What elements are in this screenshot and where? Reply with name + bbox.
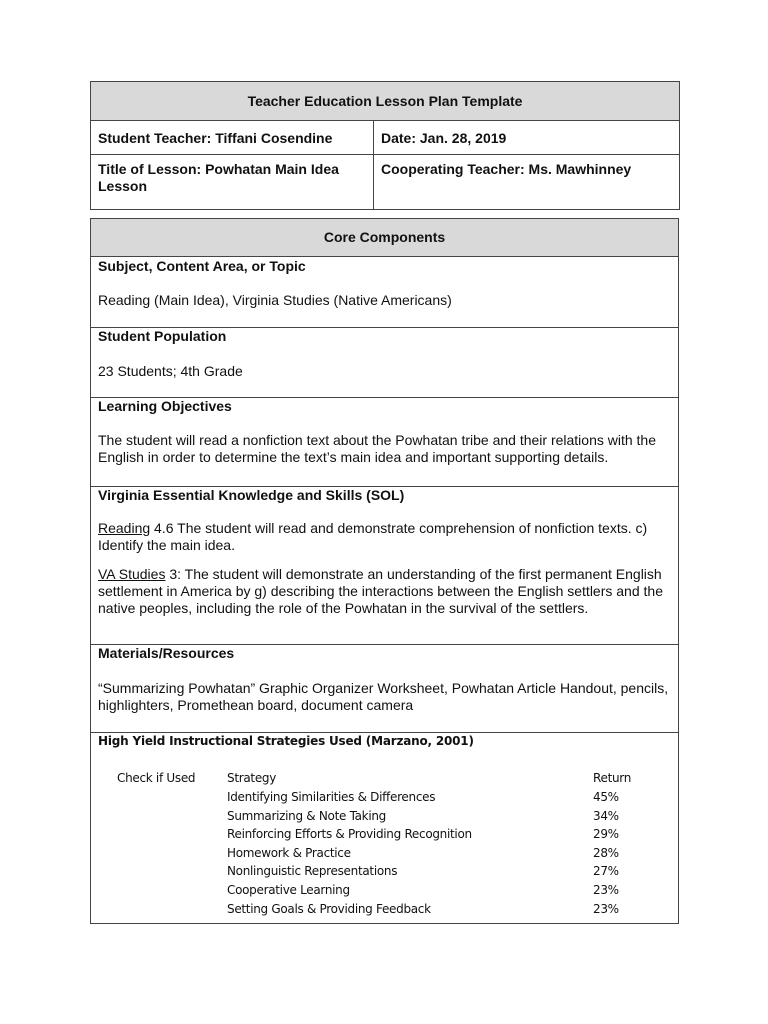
- objectives-section: [91, 398, 678, 487]
- check-if-used-header: Check if Used: [117, 771, 196, 785]
- subject-label: Subject, Content Area, or Topic: [98, 258, 306, 274]
- objectives-value: The student will read a nonfiction text about the Powhatan tribe and their relations with the English in order to determine the text’s main idea and important supporting details.: [98, 432, 657, 465]
- sol-section: [91, 487, 678, 645]
- strategy-name: Nonlinguistic Representations: [227, 864, 398, 878]
- reading-link[interactable]: Reading: [98, 520, 151, 536]
- strategy-name: Setting Goals & Providing Feedback: [227, 902, 431, 916]
- core-components-table: [90, 218, 679, 924]
- strategies-section: [91, 733, 678, 923]
- sol-reading: [98, 520, 673, 554]
- strategy-return: 29%: [593, 827, 619, 841]
- materials-section: [91, 645, 678, 733]
- table-row: [91, 825, 678, 844]
- table-row: [91, 900, 678, 919]
- materials-label: Materials/Resources: [98, 645, 235, 661]
- strategy-return: 23%: [593, 883, 619, 897]
- strategy-name: Cooperative Learning: [227, 883, 350, 897]
- strategy-name: Summarizing & Note Taking: [227, 809, 386, 823]
- lesson-title: Title of Lesson: Powhatan Main Idea Lesson: [91, 155, 374, 210]
- table-row: [91, 807, 678, 826]
- strategy-name: Reinforcing Efforts & Providing Recognition: [227, 827, 472, 841]
- table-row: [91, 788, 678, 807]
- strategy-header: Strategy: [227, 771, 277, 785]
- strategy-return: 28%: [593, 846, 619, 860]
- cooperating-teacher: Cooperating Teacher: Ms. Mawhinney: [374, 155, 680, 210]
- population-section: [91, 328, 678, 398]
- strategy-return: 27%: [593, 864, 619, 878]
- table-row: [91, 844, 678, 863]
- objectives-label: Learning Objectives: [98, 398, 232, 414]
- strategies-header-row: [91, 769, 678, 788]
- strategies-label: High Yield Instructional Strategies Used (Marzano, 2001): [98, 734, 474, 748]
- core-components-title: Core Components: [91, 219, 678, 257]
- population-label: Student Population: [98, 328, 227, 344]
- template-title: Teacher Education Lesson Plan Template: [91, 82, 680, 121]
- strategy-return: 45%: [593, 790, 619, 804]
- va-studies-link[interactable]: VA Studies: [98, 566, 166, 582]
- subject-value: Reading (Main Idea), Virginia Studies (Native Americans): [98, 292, 452, 308]
- strategy-name: Identifying Similarities & Differences: [227, 790, 436, 804]
- strategy-name: Homework & Practice: [227, 846, 351, 860]
- return-header: Return: [593, 771, 632, 785]
- strategy-return: 34%: [593, 809, 619, 823]
- materials-value: “Summarizing Powhatan” Graphic Organizer Worksheet, Powhatan Article Handout, pencils, highlighters, Promethean board, document camera: [98, 680, 669, 713]
- table-row: [91, 862, 678, 881]
- subject-section: [91, 257, 678, 328]
- population-value: 23 Students; 4th Grade: [98, 363, 243, 379]
- strategy-return: 23%: [593, 902, 619, 916]
- sol-label: Virginia Essential Knowledge and Skills (SOL): [98, 487, 405, 503]
- lesson-header-table: [90, 81, 680, 210]
- table-row: [91, 881, 678, 900]
- student-teacher: Student Teacher: Tiffani Cosendine: [91, 121, 374, 155]
- va-studies-standard-text: 3: The student will demonstrate an understanding of the first permanent English settlement in America by g) describing the interactions between the English settlers and the native peoples, including the role of the Powhatan in the survival of the settlers.: [98, 566, 663, 616]
- reading-standard-text: 4.6 The student will read and demonstrate comprehension of nonfiction texts. c) Identify the main idea.: [98, 520, 648, 553]
- sol-va-studies: [98, 566, 673, 617]
- lesson-date: Date: Jan. 28, 2019: [374, 121, 680, 155]
